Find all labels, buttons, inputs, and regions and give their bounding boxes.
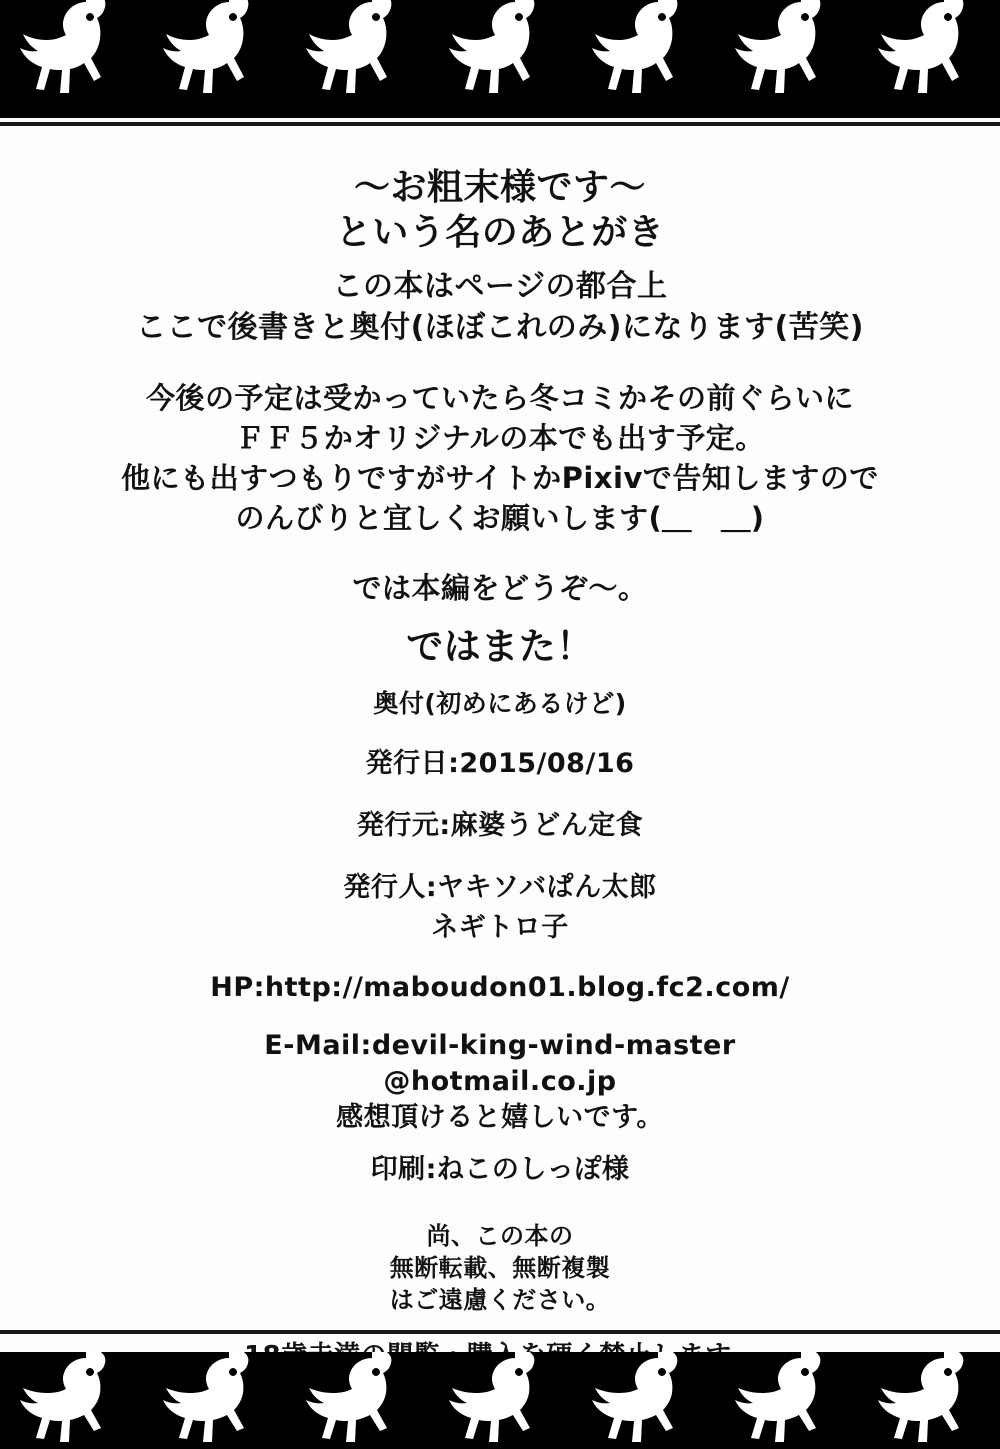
afterword-title-line1: 〜お粗末様です〜	[353, 167, 646, 208]
colophon-email-line1: E-Mail:devil-king-wind-master	[264, 1030, 736, 1061]
colophon-homepage: HP:http://maboudon01.blog.fc2.com/	[210, 972, 790, 1003]
top-chocobo-border	[0, 0, 1000, 118]
colophon-email-note: 感想頂けると嬉しいです。	[336, 1102, 664, 1133]
afterword-title-line2: という名のあとがき	[335, 212, 665, 253]
afterword-para-line1: 今後の予定は受かっていたら冬コミかその前ぐらいに	[145, 381, 854, 415]
chocobo-icon	[572, 1352, 715, 1449]
spacer	[0, 1006, 1000, 1028]
afterword-sub-line2: ここで後書きと奥付(ほぼこれのみ)になります(苦笑)	[136, 310, 864, 345]
chocobo-icon	[572, 0, 715, 118]
notice-line2: 無断転載、無断複製	[389, 1254, 611, 1282]
afterword-para-line2: ＦＦ５かオリジナルの本でも出す予定。	[235, 421, 765, 455]
afterword-sub-line1: この本はページの都合上	[332, 269, 668, 304]
afterword-para-line3: 他にも出すつもりですがサイトかPixivで告知しますので	[121, 461, 879, 495]
colophon-email-line2: @hotmail.co.jp	[383, 1066, 617, 1097]
spacer	[0, 672, 1000, 686]
colophon-heading: 奥付(初めにあるけど)	[373, 689, 627, 718]
chocobo-icon	[0, 1352, 143, 1449]
notice-line1: 尚、この本の	[426, 1222, 574, 1250]
colophon-publisher: 発行元:麻婆うどん定食	[356, 810, 644, 841]
spacer	[0, 348, 1000, 378]
afterword-closing-line: では本編をどうぞ〜。	[352, 571, 648, 605]
spacer	[0, 948, 1000, 970]
spacer	[0, 608, 1000, 622]
bottom-chocobo-border	[0, 1352, 1000, 1449]
colophon-printer: 印刷:ねこのしっぽ様	[370, 1154, 630, 1185]
spacer	[0, 722, 1000, 744]
chocobo-icon	[286, 0, 429, 118]
afterword-farewell: ではまた！	[406, 625, 594, 668]
spacer	[0, 846, 1000, 868]
chocobo-icon	[143, 1352, 286, 1449]
colophon-author-2: ネギトロ子	[431, 912, 569, 943]
notice-line3: はご遠慮ください。	[389, 1286, 611, 1314]
chocobo-icon	[858, 1352, 1000, 1449]
spacer	[0, 1136, 1000, 1150]
chocobo-icon	[715, 0, 858, 118]
spacer	[0, 538, 1000, 568]
colophon-publish-date: 発行日:2015/08/16	[365, 748, 635, 779]
afterword-colophon-text	[0, 140, 1000, 1325]
chocobo-icon	[429, 0, 572, 118]
bottom-divider-rule	[0, 1330, 1000, 1334]
chocobo-icon	[143, 0, 286, 118]
spacer	[0, 1190, 1000, 1220]
spacer	[0, 1316, 1000, 1338]
top-divider-rule	[0, 122, 1000, 126]
afterword-para-line4: のんびりと宜しくお願いします(＿ ＿)	[235, 501, 765, 535]
colophon-author: 発行人:ヤキソバぱん太郎	[343, 872, 657, 903]
chocobo-row-bottom	[0, 1352, 1000, 1449]
chocobo-icon	[429, 1352, 572, 1449]
chocobo-row-top	[0, 0, 1000, 118]
chocobo-icon	[286, 1352, 429, 1449]
chocobo-icon	[715, 1352, 858, 1449]
chocobo-icon	[858, 0, 1000, 118]
chocobo-icon	[0, 0, 143, 118]
spacer	[0, 784, 1000, 806]
